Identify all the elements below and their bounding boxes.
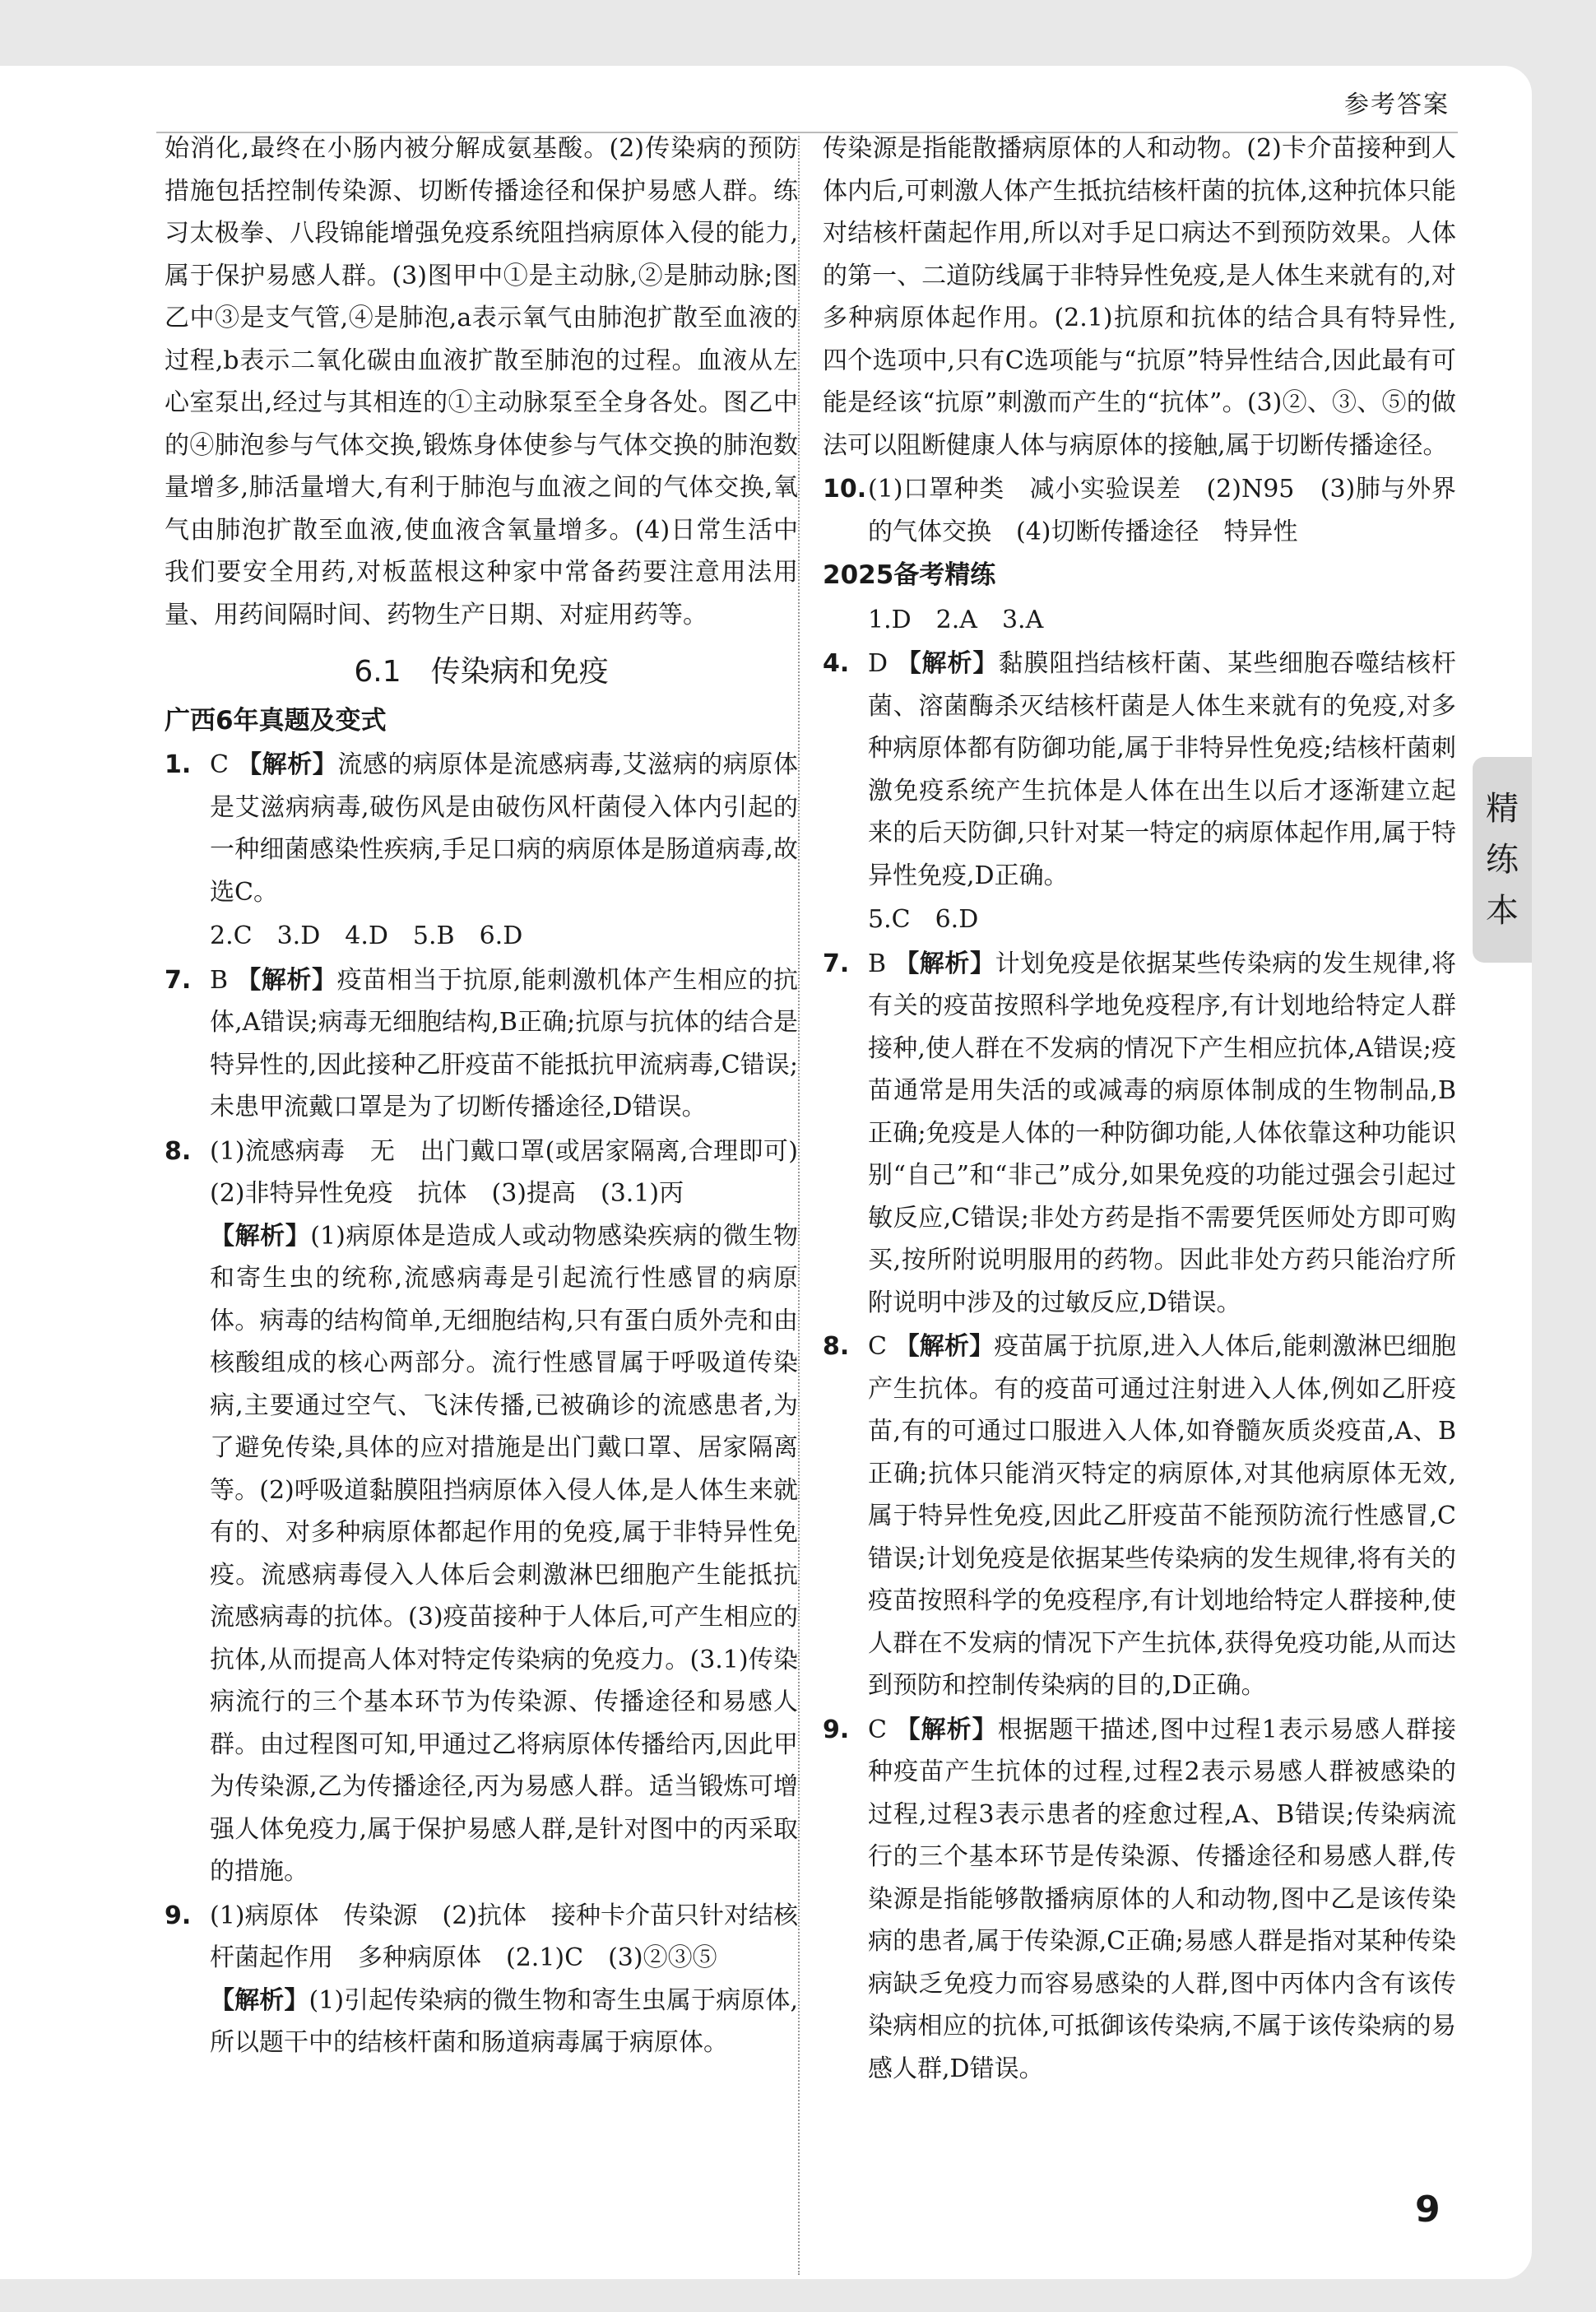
analysis-text: (1)引起传染病的微生物和寄生虫属于病原体,所以题干中的结核杆菌和肠道病毒属于病原体。 xyxy=(210,1985,799,2057)
analysis-text: 计划免疫是依据某些传染病的发生规律,将有关的疫苗按照科学地免疫程序,有计划地给特定人群接种,使人群在不发病的情况下产生相应抗体,A错误;疫苗通常是用失活的或减毒的病原体制成的生物制品,B正确;免疫是人体的一种防御功能,人体依靠这种功能识别“自己”和“非己”成分,如果免疫的功能过强会引起过敏反应,C错误;非处方药是指不需要凭医师处方即可购买,按所附说明服用的药物。因此非处方药只能治疗所附说明中涉及的过敏反应,D错误。 xyxy=(868,949,1456,1317)
answer-row: 1.D 2.A 3.A xyxy=(868,605,1044,634)
side-tab xyxy=(1473,757,1532,963)
analysis-tag: 【解析】 xyxy=(237,750,338,779)
item-answer: C xyxy=(868,1715,887,1744)
answer-item xyxy=(165,1895,798,2064)
analysis-tag: 【解析】 xyxy=(894,949,995,978)
answer-item xyxy=(165,1130,823,1893)
item-answer: (1)口罩种类 减小实验误差 (2)N95 (3)肺与外界的气体交换 (4)切断传播途径 特异性 xyxy=(868,475,1456,546)
analysis-text: (1)病原体是造成人或动物感染疾病的微生物和寄生虫的统称,流感病毒是引起流行性感冒的病原体。病毒的结构简单,无细胞结构,只有蛋白质外壳和由核酸组成的核心两部分。流行性感冒属于呼吸道传染病,主要通过空气、飞沫传播,已被确诊的流感患者,为了避免传染,具体的应对措施是出门戴口罩、居家隔离等。(2)呼吸道黏膜阻挡病原体入侵人体,是人体生来就有的、对多种病原体都起作用的免疫,属于非特异性免疫。流感病毒侵入人体后会刺激淋巴细胞产生能抵抗流感病毒的抗体。(3)疫苗接种于人体后,可产生相应的抗体,从而提高人体对特定传染病的免疫力。(3.1)传染病流行的三个基本环节为传染源、传播途径和易感人群。由过程图可知,甲通过乙将病原体传播给丙,因此甲为传染源,乙为传播途径,丙为易感人群。适当锻炼可增强人体免疫力,属于保护易感人群,是针对图中的丙采取的措施。 xyxy=(210,1221,799,1886)
analysis-text: 疫苗相当于抗原,能刺激机体产生相应的抗体,A错误;病毒无细胞结构,B正确;抗原与抗体的结合是特异性的,因此接种乙肝疫苗不能抵抗甲流病毒,C错误;未患甲流戴口罩是为了切断传播途径,D错误。 xyxy=(210,965,798,1121)
item-answer: (1)病原体 传染源 (2)抗体 接种卡介苗只针对结核杆菌起作用 多种病原体 (2.1)C (3)②③⑤ xyxy=(210,1901,798,1972)
answer-row: 5.C 6.D xyxy=(868,905,979,934)
analysis-tag: 【解析】 xyxy=(894,1332,995,1361)
analysis-tag: 【解析】 xyxy=(210,1221,311,1251)
subsection-title: 广西6年真题及变式 xyxy=(165,705,387,736)
section-title: 6.1 传染病和免疫 xyxy=(354,655,609,689)
answer-item xyxy=(823,943,1456,1325)
answer-row: 2.C 3.D 4.D 5.B 6.D xyxy=(210,922,523,950)
item-number: 8. xyxy=(823,1332,850,1361)
item-number: 9. xyxy=(823,1715,850,1744)
item-answer: (1)流感病毒 无 出门戴口罩(或居家隔离,合理即可) (2)非特异性免疫 抗体 (3)提高 (3.1)丙 xyxy=(210,1136,823,1208)
side-tab-char: 练 xyxy=(1486,841,1519,879)
item-answer: D xyxy=(868,649,888,678)
right-column xyxy=(823,128,1456,2090)
analysis-text: 流感的病原体是流感病毒,艾滋病的病原体是艾滋病病毒,破伤风是由破伤风杆菌侵入体内引起的一种细菌感染性疾病,手足口病的病原体是肠道病毒,故选C。 xyxy=(210,750,798,907)
item-number: 7. xyxy=(823,949,850,978)
analysis-tag: 【解析】 xyxy=(896,649,999,678)
column-divider xyxy=(798,136,800,2275)
intro-paragraph: 始消化,最终在小肠内被分解成氨基酸。(2)传染病的预防措施包括控制传染源、切断传播途径和保护易感人群。练习太极拳、八段锦能增强免疫系统阻挡病原体入侵的能力,属于保护易感人群。(3)图甲中①是主动脉,②是肺动脉;图乙中③是支气管,④是肺泡,a表示氧气由肺泡扩散至血液的过程,b表示二氧化碳由血液扩散至肺泡的过程。血液从左心室泵出,经过与其相连的①主动脉泵至全身各处。图乙中的④肺泡参与气体交换,锻炼身体使参与气体交换的肺泡数量增多,肺活量增大,有利于肺泡与血液之间的气体交换,氧气由肺泡扩散至血液,使血液含氧量增多。(4)日常生活中我们要安全用药,对板蓝根这种家中常备药要注意用法用量、用药间隔时间、药物生产日期、对症用药等。 xyxy=(165,134,798,629)
item-answer: C xyxy=(210,750,229,779)
analysis-tag: 【解析】 xyxy=(236,965,337,995)
left-column xyxy=(165,128,823,2064)
item-answer: C xyxy=(868,1332,887,1361)
item-number: 1. xyxy=(165,750,192,779)
answer-item xyxy=(823,468,1456,553)
answer-item xyxy=(823,1325,1456,1707)
item-number: 9. xyxy=(165,1901,192,1930)
item-answer: B xyxy=(210,965,229,995)
analysis-tag: 【解析】 xyxy=(895,1715,998,1744)
analysis-tag: 【解析】 xyxy=(210,1985,309,2015)
answer-item xyxy=(823,643,1456,897)
page-number: 9 xyxy=(1415,2189,1441,2231)
analysis-text: 根据题干描述,图中过程1表示易感人群接种疫苗产生抗体的过程,过程2表示易感人群被感染的过程,过程3表示患者的痊愈过程,A、B错误;传染病流行的三个基本环节是传染源、传播途径和易感人群,传染源是指能够散播病原体的人和动物,图中乙是该传染病的患者,属于传染源,C正确;易感人群是指对某种传染病缺乏免疫力而容易感染的人群,图中丙体内含有该传染病相应的抗体,可抵御该传染病,不属于该传染病的易感人群,D错误。 xyxy=(868,1715,1456,2083)
subsection-title: 2025备考精练 xyxy=(823,560,996,590)
side-tab-char: 本 xyxy=(1486,892,1519,930)
analysis-text: 黏膜阻挡结核杆菌、某些细胞吞噬结核杆菌、溶菌酶杀灭结核杆菌是人体生来就有的免疫,对多种病原体都有防御功能,属于非特异性免疫;结核杆菌刺激免疫系统产生抗体是人体在出生以后才逐渐建立起来的后天防御,只针对某一特定的病原体起作用,属于特异性免疫,D正确。 xyxy=(868,649,1456,890)
page-header: 参考答案 xyxy=(1344,91,1450,119)
continued-paragraph: 传染源是指能散播病原体的人和动物。(2)卡介苗接种到人体内后,可刺激人体产生抵抗结核杆菌的抗体,这种抗体只能对结核杆菌起作用,所以对手足口病达不到预防效果。人体的第一、二道防线属于非特异性免疫,是人体生来就有的,对多种病原体起作用。(2.1)抗原和抗体的结合具有特异性,四个选项中,只有C选项能与“抗原”特异性结合,因此最有可能是经该“抗原”刺激而产生的“抗体”。(3)②、③、⑤的做法可以阻断健康人体与病原体的接触,属于切断传播途径。 xyxy=(823,134,1456,460)
item-number: 10. xyxy=(823,475,867,504)
page xyxy=(0,66,1532,2279)
analysis-text: 疫苗属于抗原,进入人体后,能刺激淋巴细胞产生抗体。有的疫苗可通过注射进入人体,例如乙肝疫苗,有的可通过口服进入人体,如脊髓灰质炎疫苗,A、B正确;抗体只能消灭特定的病原体,对其他病原体无效,属于特异性免疫,因此乙肝疫苗不能预防流行性感冒,C错误;计划免疫是依据某些传染病的发生规律,将有关的疫苗按照科学的免疫程序,有计划地给特定人群接种,使人群在不发病的情况下产生抗体,获得免疫功能,从而达到预防和控制传染病的目的,D正确。 xyxy=(868,1332,1457,1700)
answer-item xyxy=(165,744,798,913)
answer-item xyxy=(823,1709,1456,2091)
item-number: 7. xyxy=(165,965,192,995)
item-answer: B xyxy=(868,949,887,978)
side-tab-char: 精 xyxy=(1486,790,1519,828)
item-number: 8. xyxy=(165,1136,192,1166)
item-number: 4. xyxy=(823,649,850,678)
answer-item xyxy=(165,959,798,1129)
